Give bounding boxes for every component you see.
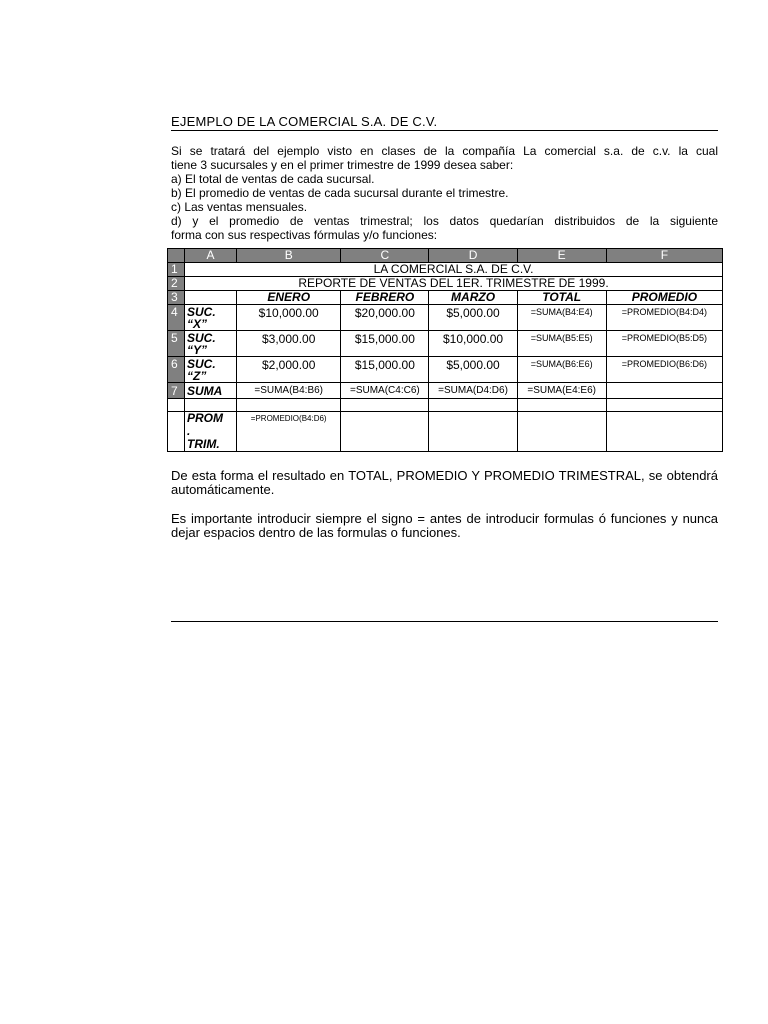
branch-y-label[interactable] [185, 331, 237, 357]
row-number-3[interactable]: 3 [168, 291, 185, 305]
branch-z-label-2: “Z” [187, 368, 207, 383]
outro-paragraph-2: Es importante introducir siempre el signo = antes de introducir formulas ó funciones y nunca dejar espacios dentro de las formulas o funciones. [171, 511, 718, 540]
branch-z-label[interactable] [185, 357, 237, 383]
sheet-row-1 [168, 263, 723, 277]
cell-e4[interactable]: =SUMA(B4:E4) [517, 305, 606, 331]
column-header-b[interactable]: B [237, 249, 341, 263]
intro-line-1: Si se tratará del ejemplo visto en clases de la compañía La comercial s.a. de c.v. la cual [171, 144, 718, 158]
subtitle-cell[interactable]: REPORTE DE VENTAS DEL 1ER. TRIMESTRE DE 1999. [185, 277, 723, 291]
cell-b6[interactable]: $2,000.00 [237, 357, 341, 383]
row-number-5[interactable]: 5 [168, 331, 185, 357]
cell-d4[interactable]: $5,000.00 [429, 305, 517, 331]
sheet-row-blank [168, 399, 723, 412]
header-enero[interactable]: ENERO [237, 291, 341, 305]
sheet-row-2 [168, 277, 723, 291]
sheet-row-3 [168, 291, 723, 305]
intro-line-5: c) Las ventas mensuales. [171, 200, 308, 214]
prom-trim-label[interactable] [185, 412, 237, 452]
outro-paragraph-1: De esta forma el resultado en TOTAL, PROMEDIO Y PROMEDIO TRIMESTRAL, se obtendrá automáticamente. [171, 468, 718, 497]
cell-d9[interactable] [429, 412, 517, 452]
sheet-row-4 [168, 305, 723, 331]
cell-a3[interactable] [185, 291, 237, 305]
branch-x-label-1: SUC. [187, 304, 216, 319]
cell-c8[interactable] [341, 399, 429, 412]
cell-b7[interactable]: =SUMA(B4:B6) [237, 383, 341, 399]
outro-text [171, 469, 718, 540]
prom-label-2: . [187, 424, 191, 438]
cell-e6[interactable]: =SUMA(B6:E6) [517, 357, 606, 383]
cell-b4[interactable]: $10,000.00 [237, 305, 341, 331]
page-title: EJEMPLO DE LA COMERCIAL S.A. DE C.V. [171, 114, 718, 131]
column-header-row [168, 249, 723, 263]
header-marzo[interactable]: MARZO [429, 291, 517, 305]
cell-e5[interactable]: =SUMA(B5:E5) [517, 331, 606, 357]
intro-line-4: b) El promedio de ventas de cada sucursal durante el trimestre. [171, 186, 509, 200]
prom-label-1: PROM [187, 411, 224, 425]
cell-e9[interactable] [517, 412, 606, 452]
branch-x-label-2: “X” [187, 316, 208, 331]
row-number-4[interactable]: 4 [168, 305, 185, 331]
corner-cell[interactable] [168, 249, 185, 263]
cell-d8[interactable] [429, 399, 517, 412]
cell-e8[interactable] [517, 399, 606, 412]
column-header-e[interactable]: E [517, 249, 606, 263]
header-total[interactable]: TOTAL [517, 291, 606, 305]
sheet-row-5 [168, 331, 723, 357]
column-header-c[interactable]: C [341, 249, 429, 263]
row-number-1[interactable]: 1 [168, 263, 185, 277]
row-number-prom[interactable] [168, 412, 185, 452]
cell-c9[interactable] [341, 412, 429, 452]
sheet-row-prom [168, 412, 723, 452]
branch-z-label-1: SUC. [187, 356, 216, 371]
header-febrero[interactable]: FEBRERO [341, 291, 429, 305]
header-promedio[interactable]: PROMEDIO [606, 291, 722, 305]
cell-f5[interactable]: =PROMEDIO(B5:D5) [606, 331, 722, 357]
branch-y-label-2: “Y” [187, 342, 208, 357]
spreadsheet-table [167, 248, 723, 452]
intro-line-7: forma con sus respectivas fórmulas y/o funciones: [171, 228, 438, 242]
cell-d7[interactable]: =SUMA(D4:D6) [429, 383, 517, 399]
sheet-row-6 [168, 357, 723, 383]
row-number-7[interactable]: 7 [168, 383, 185, 399]
branch-y-label-1: SUC. [187, 330, 216, 345]
sheet-row-7 [168, 383, 723, 399]
row-number-2[interactable]: 2 [168, 277, 185, 291]
intro-line-2: tiene 3 sucursales y en el primer trimestre de 1999 desea saber: [171, 158, 514, 172]
row-number-6[interactable]: 6 [168, 357, 185, 383]
cell-b5[interactable]: $3,000.00 [237, 331, 341, 357]
title-cell[interactable]: LA COMERCIAL S.A. DE C.V. [185, 263, 723, 277]
cell-d6[interactable]: $5,000.00 [429, 357, 517, 383]
intro-line-6: d) y el promedio de ventas trimestral; los datos quedarían distribuidos de la siguiente [171, 214, 718, 228]
cell-c4[interactable]: $20,000.00 [341, 305, 429, 331]
cell-c6[interactable]: $15,000.00 [341, 357, 429, 383]
cell-e7[interactable]: =SUMA(E4:E6) [517, 383, 606, 399]
cell-d5[interactable]: $10,000.00 [429, 331, 517, 357]
cell-f6[interactable]: =PROMEDIO(B6:D6) [606, 357, 722, 383]
row-number-blank[interactable] [168, 399, 185, 412]
cell-a8[interactable] [185, 399, 237, 412]
cell-b8[interactable] [237, 399, 341, 412]
intro-text [171, 144, 718, 242]
cell-b9[interactable]: =PROMEDIO(B4:D6) [237, 412, 341, 452]
cell-f9[interactable] [606, 412, 722, 452]
column-header-a[interactable]: A [185, 249, 237, 263]
cell-f4[interactable]: =PROMEDIO(B4:D4) [606, 305, 722, 331]
branch-x-label[interactable] [185, 305, 237, 331]
cell-c5[interactable]: $15,000.00 [341, 331, 429, 357]
intro-line-3: a) El total de ventas de cada sucursal. [171, 172, 375, 186]
suma-label[interactable]: SUMA [185, 383, 237, 399]
column-header-f[interactable]: F [606, 249, 722, 263]
cell-f8[interactable] [606, 399, 722, 412]
cell-f7[interactable] [606, 383, 722, 399]
cell-c7[interactable]: =SUMA(C4:C6) [341, 383, 429, 399]
column-header-d[interactable]: D [429, 249, 517, 263]
prom-label-3: TRIM. [187, 437, 220, 451]
bottom-divider [171, 621, 718, 622]
